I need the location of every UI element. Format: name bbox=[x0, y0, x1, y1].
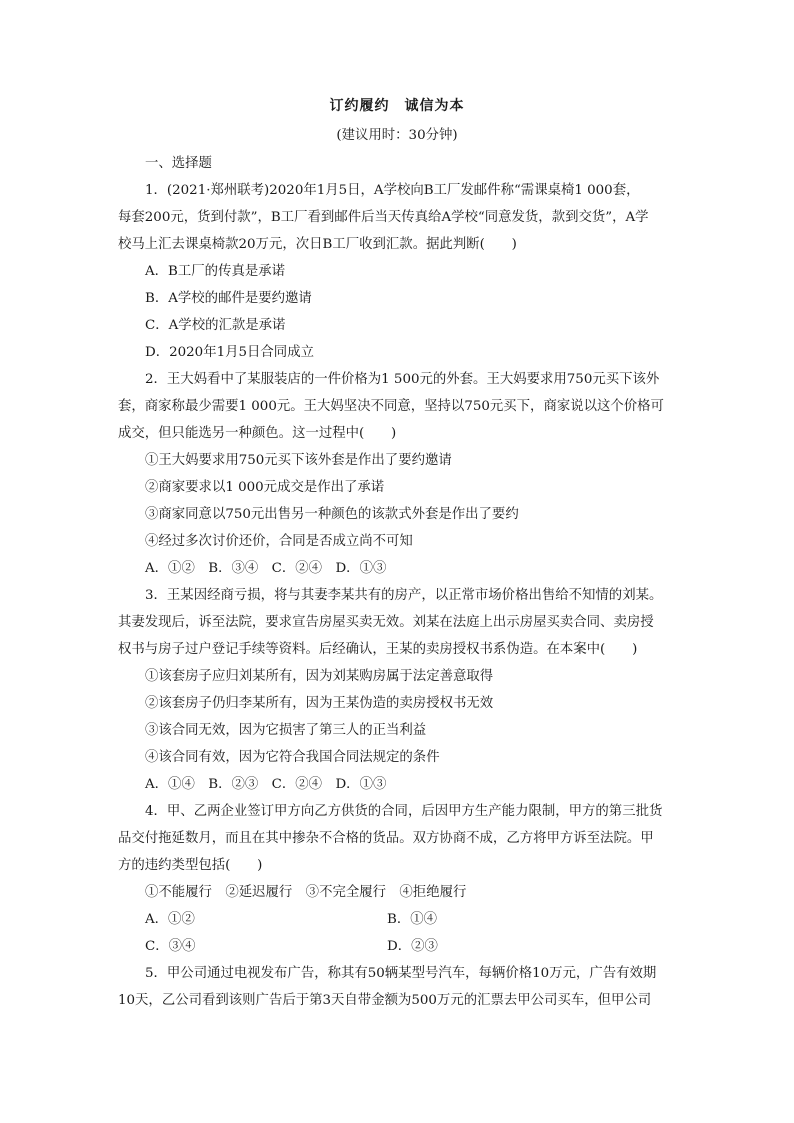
page-title: 订约履约 诚信为本 bbox=[329, 98, 465, 114]
question-5-line: 10天，乙公司看到该则广告后于第3天自带金额为500万元的汇票去甲公司买车，但甲公司 bbox=[118, 993, 652, 1008]
question-2-item: ③商家同意以750元出售另一种颜色的该款式外套是作出了要约 bbox=[145, 507, 519, 522]
question-4-option-c: C．③④ bbox=[145, 939, 196, 954]
question-2-answers: A．①② B．③④ C．②④ D．①③ bbox=[145, 561, 387, 576]
question-4-option-d: D．②③ bbox=[387, 939, 438, 954]
question-4-option-b: B．①④ bbox=[387, 912, 438, 927]
question-1-option-a: A．B工厂的传真是承诺 bbox=[145, 264, 286, 279]
question-1-line: 1．(2021·郑州联考)2020年1月5日，A学校向B工厂发邮件称“需课桌椅1 000套， bbox=[145, 183, 640, 198]
question-3-line: 其妻发现后，诉至法院，要求宣告房屋买卖无效。刘某在法庭上出示房屋买卖合同、卖房授 bbox=[118, 615, 654, 630]
question-1-option-c: C．A学校的汇款是承诺 bbox=[145, 318, 286, 333]
section-heading: 一、选择题 bbox=[145, 156, 212, 171]
question-3-item: ①该套房子应归刘某所有，因为刘某购房属于法定善意取得 bbox=[145, 669, 494, 684]
question-4-options-row bbox=[118, 906, 684, 933]
question-5-line: 5．甲公司通过电视发布广告，称其有50辆某型号汽车，每辆价格10万元，广告有效期 bbox=[145, 966, 657, 981]
question-2-line: 套，商家称最少需要1 000元。王大妈坚决不同意，坚持以750元买下，商家说以这个价格可 bbox=[118, 399, 664, 414]
question-2-line: 成交，但只能选另一种颜色。这一过程中( ) bbox=[118, 426, 397, 441]
question-3-line: 3．王某因经商亏损，将与其妻李某共有的房产，以正常市场价格出售给不知情的刘某。 bbox=[145, 588, 663, 603]
question-3-item: ④该合同有效，因为它符合我国合同法规定的条件 bbox=[145, 750, 440, 765]
question-3-item: ③该合同无效，因为它损害了第三人的正当利益 bbox=[145, 723, 427, 738]
question-1-line: 校马上汇去课桌椅款20万元，次日B工厂收到汇款。据此判断( ) bbox=[118, 237, 517, 252]
question-4-line: 品交付拖延数月，而且在其中掺杂不合格的货品。双方协商不成，乙方将甲方诉至法院。甲 bbox=[118, 831, 654, 846]
question-4-option-a: A．①② bbox=[145, 912, 195, 927]
question-3-answers: A．①④ B．②③ C．②④ D．①③ bbox=[145, 777, 387, 792]
question-4-items: ①不能履行 ②延迟履行 ③不完全履行 ④拒绝履行 bbox=[145, 885, 467, 900]
question-4-line: 方的违约类型包括( ) bbox=[118, 858, 263, 873]
question-2-item: ②商家要求以1 000元成交是作出了承诺 bbox=[145, 480, 385, 495]
question-4-line: 4．甲、乙两企业签订甲方向乙方供货的合同，后因甲方生产能力限制，甲方的第三批货 bbox=[145, 804, 663, 819]
question-1-option-d: D．2020年1月5日合同成立 bbox=[145, 345, 314, 360]
question-1-option-b: B．A学校的邮件是要约邀请 bbox=[145, 291, 312, 306]
question-2-item: ①王大妈要求用750元买下该外套是作出了要约邀请 bbox=[145, 453, 452, 468]
question-body bbox=[118, 150, 684, 1014]
question-3-item: ②该套房子仍归李某所有，因为王某伪造的卖房授权书无效 bbox=[145, 696, 494, 711]
question-1-line: 每套200元，货到付款”，B工厂看到邮件后当天传真给A学校“同意发货，款到交货”，A学 bbox=[118, 210, 649, 225]
question-3-line: 权书与房子过户登记手续等资料。后经确认，王某的卖房授权书系伪造。在本案中( ) bbox=[118, 642, 638, 657]
question-2-line: 2．王大妈看中了某服装店的一件价格为1 500元的外套。王大妈要求用750元买下该外 bbox=[145, 372, 660, 387]
question-2-item: ④经过多次讨价还价，合同是否成立尚不可知 bbox=[145, 534, 413, 549]
time-suggestion: (建议用时：30分钟) bbox=[336, 128, 458, 143]
question-4-options-row bbox=[118, 933, 684, 960]
